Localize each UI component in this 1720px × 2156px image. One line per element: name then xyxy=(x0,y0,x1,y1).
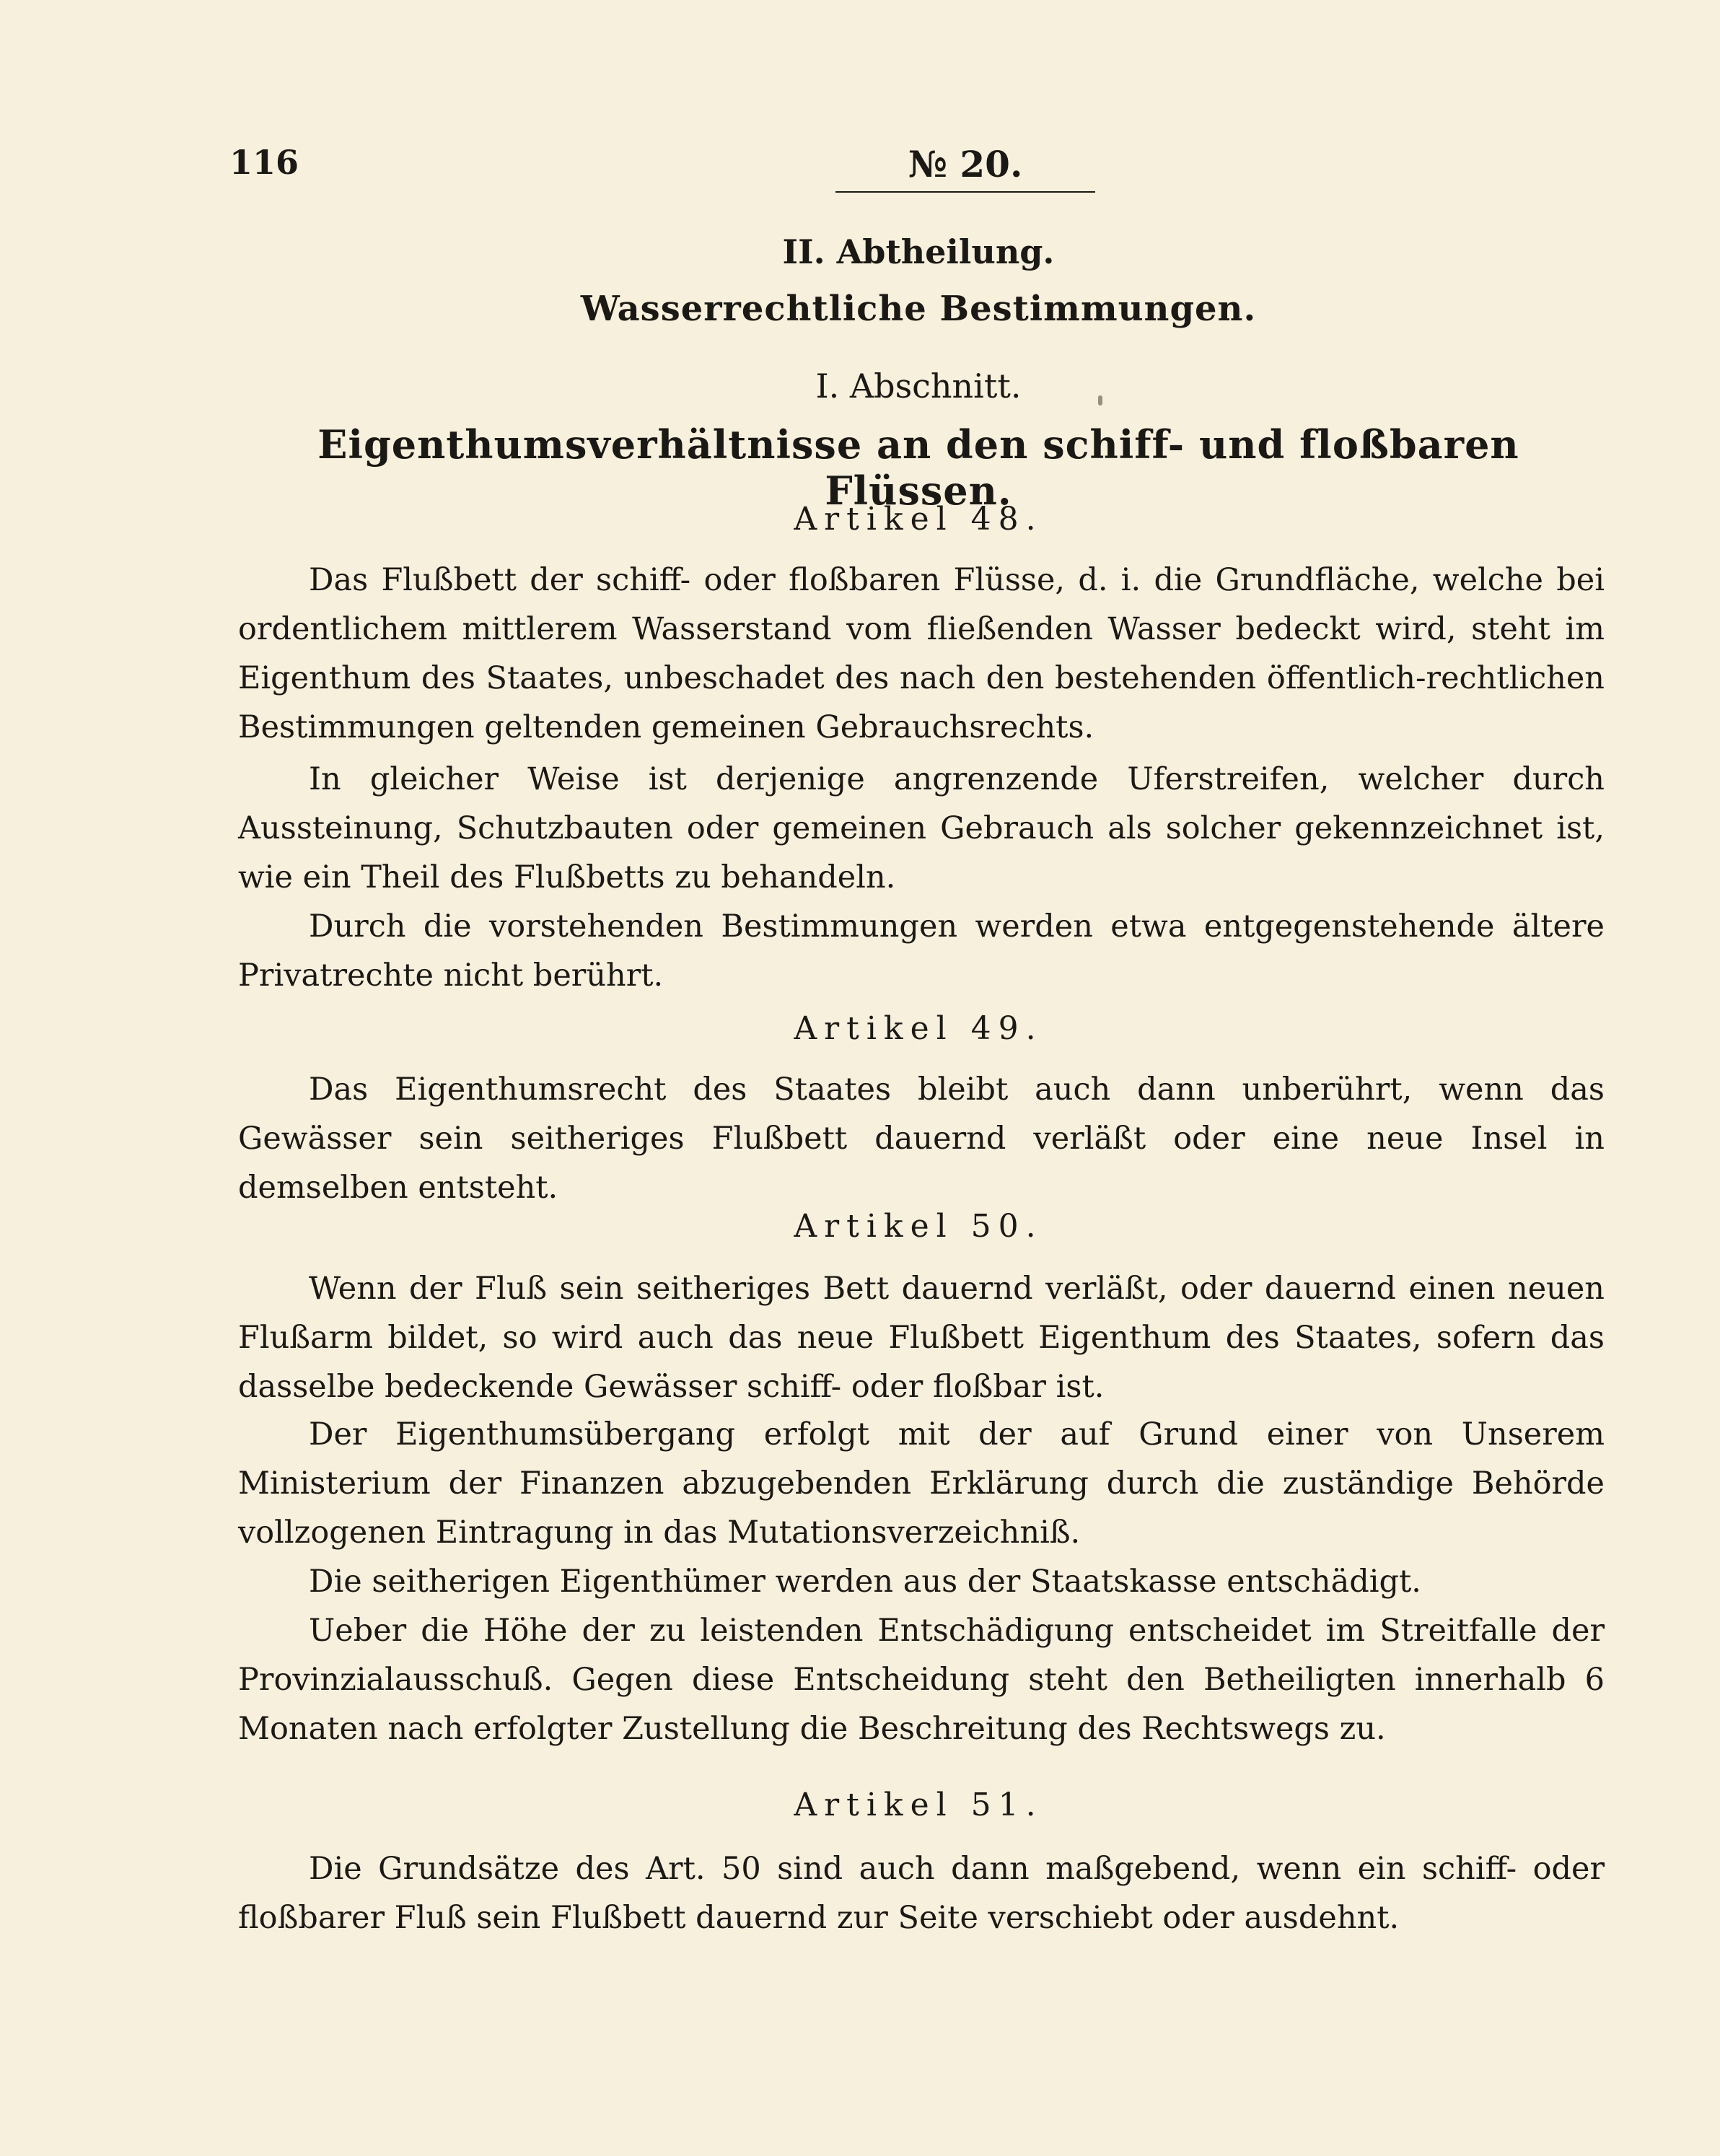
article-heading: Artikel 51. xyxy=(794,1787,1043,1823)
paragraph: Das Eigenthumsrecht des Staates bleibt auch dann unberührt, wenn das Gewässer sein seitheriges Flußbett dauernd verläßt oder eine neue Insel in demselben entsteht. xyxy=(238,1072,1605,1206)
paragraph: Ueber die Höhe der zu leistenden Entschädigung entscheidet im Streitfalle der Provinzialausschuß. Gegen diese Entscheidung steht den Betheiligten innerhalb 6 Monaten nach erfolgter Zustellung die Beschreitung des Rechtswegs zu. xyxy=(238,1613,1605,1747)
paragraph: Die Grundsätze des Art. 50 sind auch dann maßgebend, wenn ein schiff- oder floßbarer Fluß sein Flußbett dauernd zur Seite verschiebt oder ausdehnt. xyxy=(238,1851,1605,1936)
paragraph: Das Flußbett der schiff- oder floßbaren Flüsse, d. i. die Grundfläche, welche bei ordentlichem mittlerem Wasserstand vom fließenden Wasser bedeckt wird, steht im Eigenthum des Staates, unbeschadet des nach den bestehenden öffentlich-rechtlichen Bestimmungen geltenden gemeinen Gebrauchsrechts. xyxy=(238,562,1605,745)
paper-speck xyxy=(1098,395,1102,406)
paragraph: Wenn der Fluß sein seitheriges Bett dauernd verläßt, oder dauernd einen neuen Flußarm bildet, so wird auch das neue Flußbett Eigenthum des Staates, sofern das dasselbe bedeckende Gewässer schiff- oder floßbar ist. xyxy=(238,1271,1605,1405)
page-header xyxy=(229,143,1607,201)
article-heading: Artikel 49. xyxy=(794,1010,1043,1047)
header-rule xyxy=(835,191,1095,193)
issue-number: № 20. xyxy=(908,143,1023,185)
division-label: II. Abtheilung. xyxy=(782,232,1055,271)
paragraph: Durch die vorstehenden Bestimmungen werden etwa entgegenstehende ältere Privatrechte nicht berührt. xyxy=(238,908,1605,994)
article-heading: Artikel 50. xyxy=(794,1208,1043,1245)
paragraph: Die seitherigen Eigenthümer werden aus der Staatskasse entschädigt. xyxy=(309,1564,1421,1600)
paragraph: In gleicher Weise ist derjenige angrenzende Uferstreifen, welcher durch Aussteinung, Schutzbauten oder gemeinen Gebrauch als solcher gekennzeichnet ist, wie ein Theil des Flußbetts zu behandeln. xyxy=(238,761,1605,895)
paragraph: Der Eigenthumsübergang erfolgt mit der auf Grund einer von Unserem Ministerium der Finanzen abzugebenden Erklärung durch die zuständige Behörde vollzogenen Eintragung in das Mutationsverzeichniß. xyxy=(238,1416,1605,1551)
page-number: 116 xyxy=(229,143,299,182)
section-title: Eigenthumsverhältnisse an den schiff- und floßbaren Flüssen. xyxy=(317,421,1519,514)
division-title: Wasserrechtliche Bestimmungen. xyxy=(580,289,1257,329)
article-heading: Artikel 48. xyxy=(794,501,1043,538)
section-label: I. Abschnitt. xyxy=(815,367,1022,406)
